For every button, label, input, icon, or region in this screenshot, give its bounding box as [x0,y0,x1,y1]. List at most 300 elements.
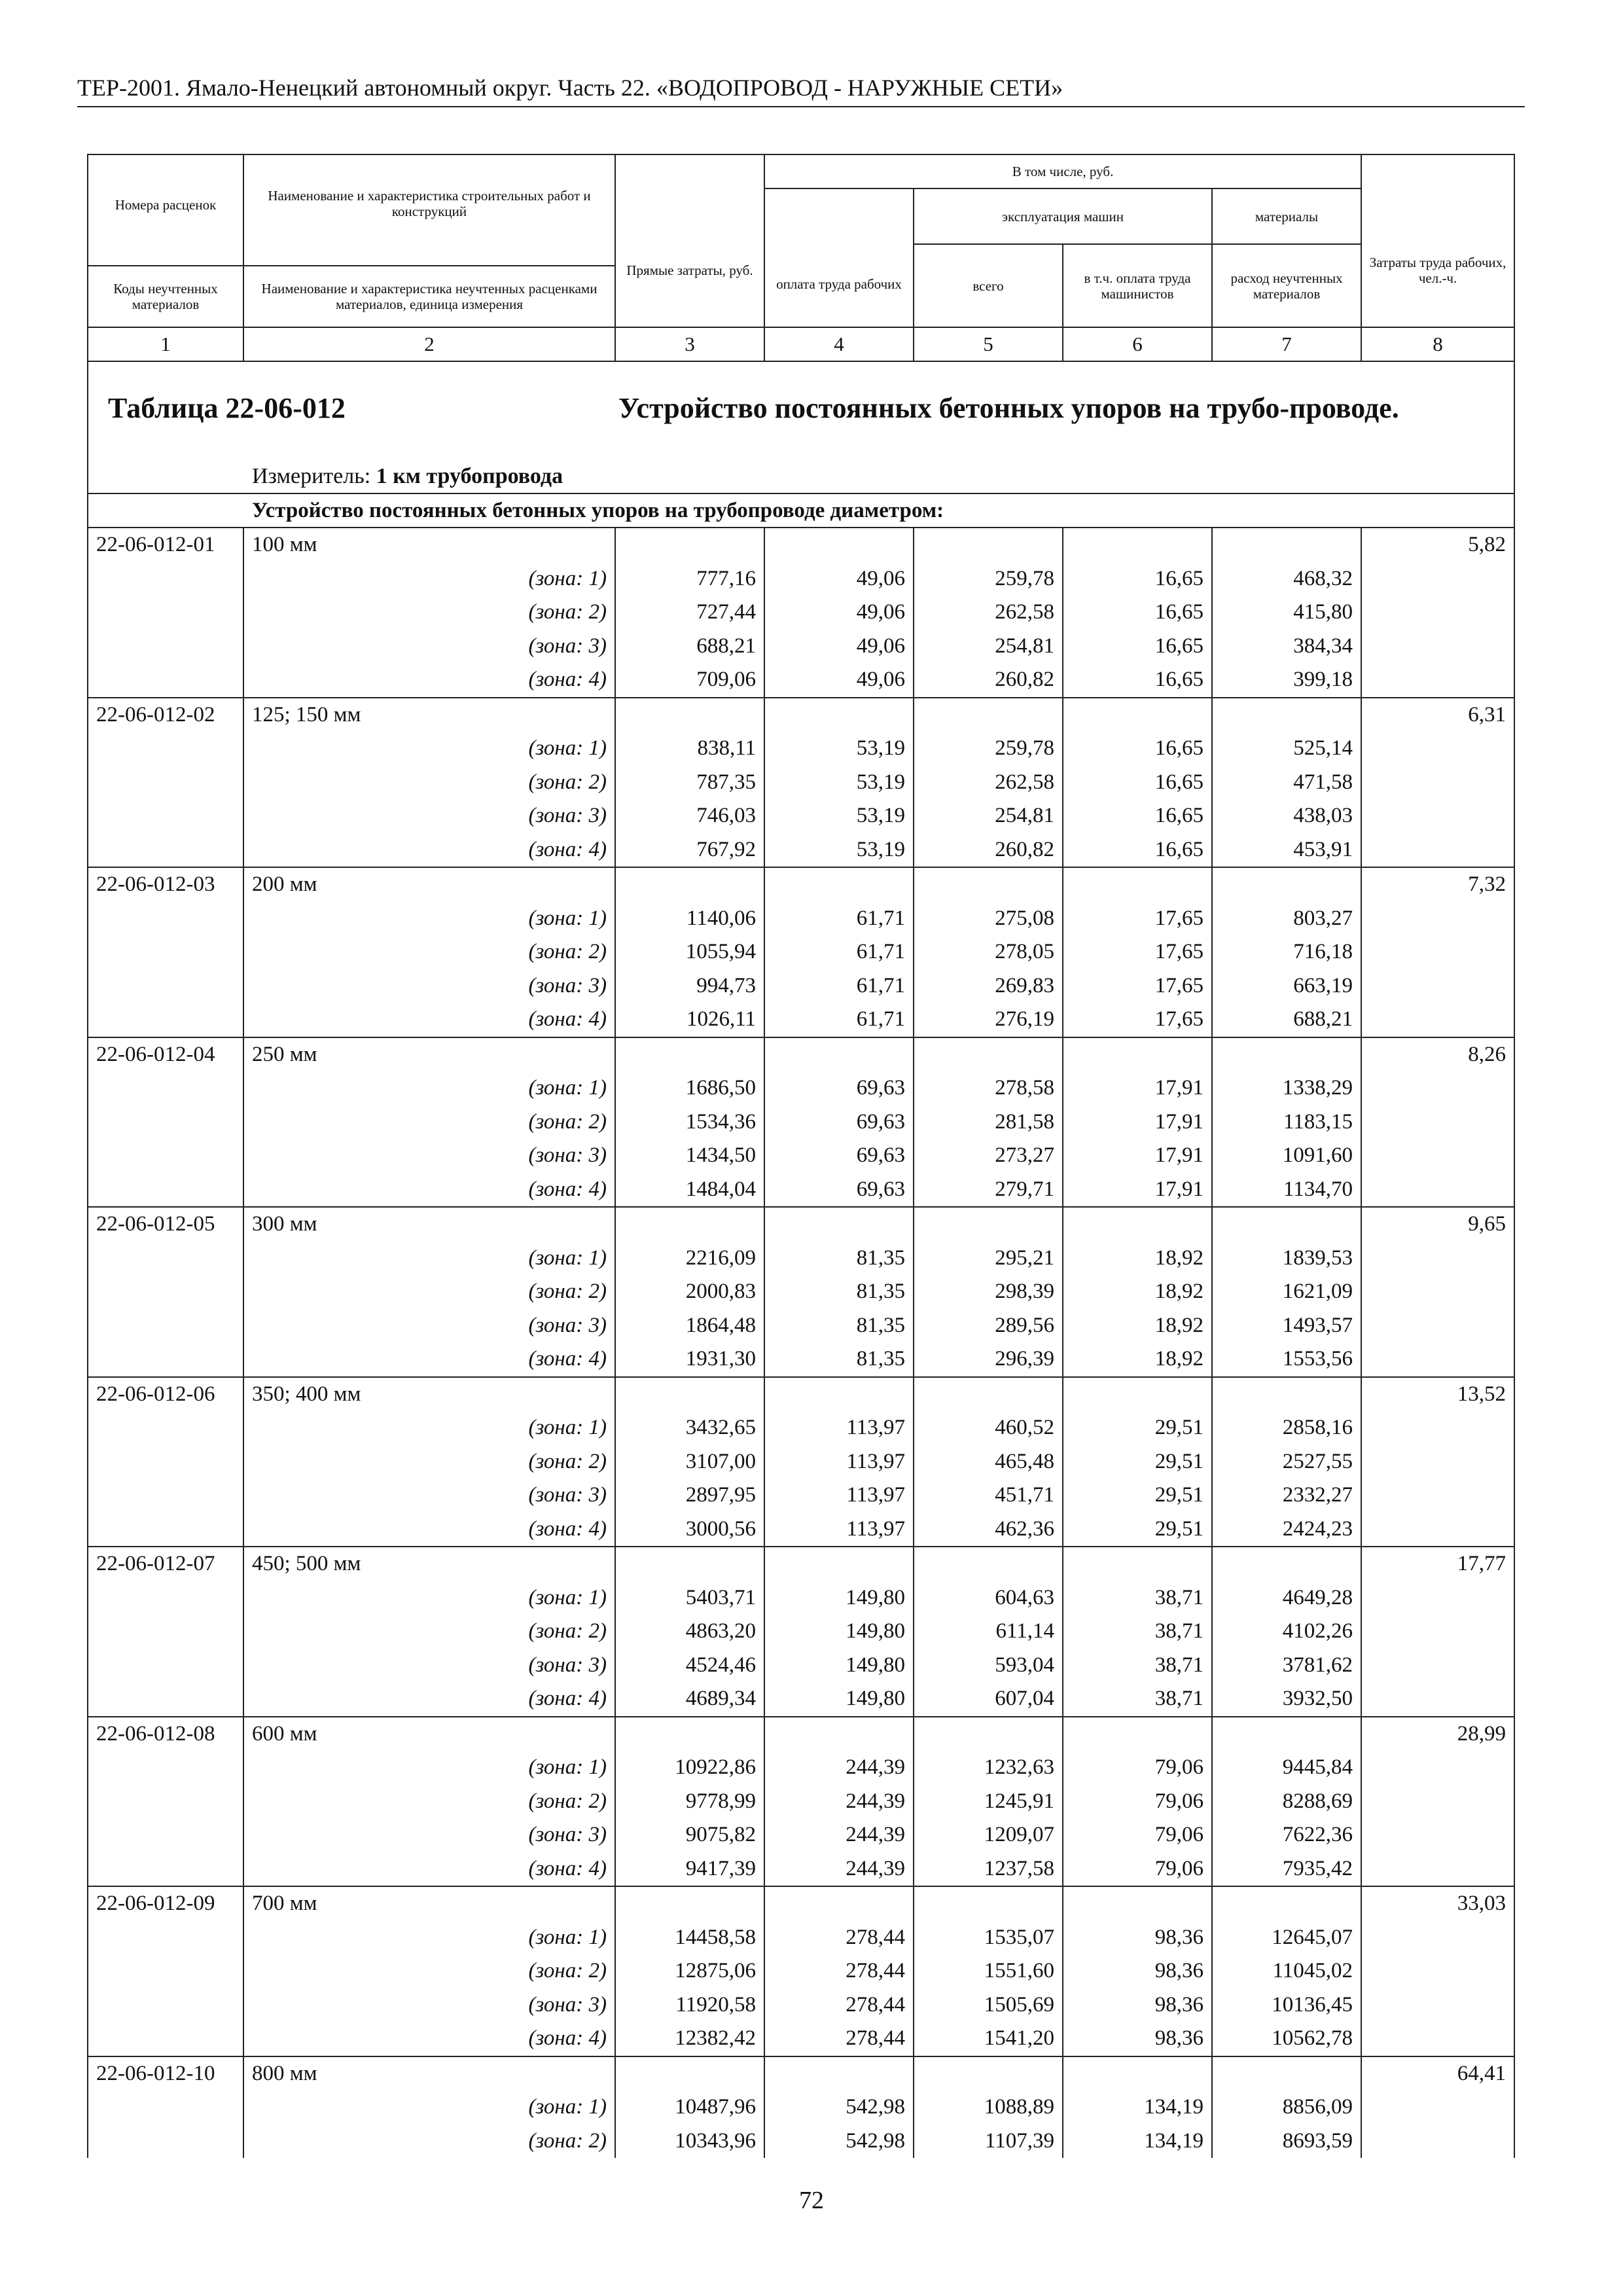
zone-row [88,1581,1514,1615]
cost-mat: 1134,70 [1212,1173,1361,1208]
zone-row [88,1445,1514,1479]
empty-cell [88,1649,243,1683]
empty-cell [1212,1037,1361,1072]
cost-mach: 289,56 [914,1309,1063,1343]
empty-cell [914,1207,1063,1242]
empty-cell [615,1037,764,1072]
col-number: 3 [615,327,764,361]
zone-row [88,1139,1514,1173]
cost-direct: 3432,65 [615,1411,764,1445]
empty-cell [914,1037,1063,1072]
empty-cell [1361,630,1514,664]
cost-direct: 11920,58 [615,1988,764,2022]
empty-cell [88,1785,243,1819]
cost-mach-wages: 79,06 [1063,1852,1212,1887]
empty-cell [1361,1105,1514,1139]
rate-row [88,1037,1514,1072]
cost-mat: 8856,09 [1212,2090,1361,2125]
measure-unit-label: Измеритель: [252,464,371,488]
empty-cell [914,698,1063,732]
cost-direct: 10487,96 [615,2090,764,2125]
empty-cell [1361,1921,1514,1955]
empty-cell [88,1682,243,1717]
cost-direct: 10343,96 [615,2125,764,2159]
cost-mat: 1553,56 [1212,1342,1361,1377]
empty-cell [88,663,243,698]
empty-cell [88,630,243,664]
zone-row [88,1682,1514,1717]
empty-cell [1361,1513,1514,1547]
rate-name: 300 мм [243,1207,615,1242]
cost-wages: 49,06 [764,596,914,630]
cost-mach-wages: 29,51 [1063,1411,1212,1445]
empty-cell [88,1954,243,1988]
empty-cell [914,1547,1063,1581]
cost-wages: 81,35 [764,1242,914,1276]
cost-mat: 525,14 [1212,732,1361,766]
rate-name: 700 мм [243,1886,615,1921]
zone-label: (зона: 2) [243,2125,615,2159]
zone-label: (зона: 1) [243,1242,615,1276]
empty-cell [1212,528,1361,562]
rate-code: 22-06-012-05 [88,1207,243,1242]
cost-mach-wages: 17,65 [1063,1003,1212,1037]
zone-row [88,630,1514,664]
zone-row [88,1105,1514,1139]
cost-mach: 1551,60 [914,1954,1063,1988]
empty-cell [88,1411,243,1445]
empty-cell [88,1003,243,1037]
zone-row [88,1342,1514,1377]
cost-mat: 468,32 [1212,562,1361,596]
zone-label: (зона: 4) [243,1852,615,1887]
rates-table [87,154,1515,2158]
zone-label: (зона: 2) [243,596,615,630]
rate-code: 22-06-012-06 [88,1377,243,1412]
cost-mach: 593,04 [914,1649,1063,1683]
cost-mach: 1535,07 [914,1921,1063,1955]
zone-label: (зона: 3) [243,630,615,664]
zone-row [88,1071,1514,1105]
empty-cell [88,969,243,1003]
empty-cell [1361,663,1514,698]
cost-mat: 415,80 [1212,596,1361,630]
cost-mach: 273,27 [914,1139,1063,1173]
cost-direct: 4689,34 [615,1682,764,1717]
rate-row [88,528,1514,562]
cost-direct: 1140,06 [615,902,764,936]
cost-mat: 10136,45 [1212,1988,1361,2022]
empty-cell [1212,1717,1361,1751]
cost-mach: 611,14 [914,1615,1063,1649]
cost-mat: 438,03 [1212,799,1361,833]
empty-cell [1361,1342,1514,1377]
cost-mach-wages: 79,06 [1063,1751,1212,1785]
rate-name: 200 мм [243,867,615,902]
cost-mach: 278,58 [914,1071,1063,1105]
empty-cell [1063,1717,1212,1751]
cost-wages: 113,97 [764,1479,914,1513]
zone-row [88,1003,1514,1037]
cost-mat: 716,18 [1212,935,1361,969]
cost-direct: 787,35 [615,766,764,800]
cost-mach: 1237,58 [914,1852,1063,1887]
labor-cost: 9,65 [1361,1207,1514,1242]
cost-mach-wages: 18,92 [1063,1242,1212,1276]
empty-cell [1212,2056,1361,2091]
empty-cell [1361,1682,1514,1717]
zone-row [88,1513,1514,1547]
zone-label: (зона: 2) [243,1275,615,1309]
zone-row [88,2090,1514,2125]
cost-mach-wages: 38,71 [1063,1615,1212,1649]
cost-mat: 2858,16 [1212,1411,1361,1445]
zone-row [88,1785,1514,1819]
rate-code: 22-06-012-10 [88,2056,243,2091]
empty-cell [88,732,243,766]
empty-cell [1361,1818,1514,1852]
empty-cell [1361,1581,1514,1615]
cost-wages: 113,97 [764,1411,914,1445]
cost-mach: 262,58 [914,596,1063,630]
rate-name: 450; 500 мм [243,1547,615,1581]
labor-cost: 8,26 [1361,1037,1514,1072]
rate-row [88,1377,1514,1412]
cost-mach: 604,63 [914,1581,1063,1615]
zone-label: (зона: 1) [243,1751,615,1785]
empty-cell [914,528,1063,562]
cost-mat: 11045,02 [1212,1954,1361,1988]
zone-label: (зона: 3) [243,1139,615,1173]
rate-code: 22-06-012-02 [88,698,243,732]
zone-label: (зона: 4) [243,1513,615,1547]
empty-cell [764,1886,914,1921]
empty-cell [1361,1275,1514,1309]
cost-mach-wages: 29,51 [1063,1445,1212,1479]
cost-mach: 260,82 [914,663,1063,698]
empty-cell [88,562,243,596]
empty-cell [1063,1377,1212,1412]
cost-wages: 278,44 [764,1988,914,2022]
cost-mat: 4102,26 [1212,1615,1361,1649]
cost-mat: 8693,59 [1212,2125,1361,2159]
labor-cost: 33,03 [1361,1886,1514,1921]
zone-label: (зона: 2) [243,1445,615,1479]
empty-cell [88,799,243,833]
cost-wages: 244,39 [764,1818,914,1852]
empty-cell [1212,1886,1361,1921]
empty-cell [1361,1649,1514,1683]
empty-cell [615,1377,764,1412]
cost-mat: 399,18 [1212,663,1361,698]
cost-mach: 262,58 [914,766,1063,800]
zone-row [88,1649,1514,1683]
cost-mach-wages: 16,65 [1063,562,1212,596]
empty-cell [88,1173,243,1208]
cost-direct: 9417,39 [615,1852,764,1887]
zone-row [88,663,1514,698]
zone-row [88,1921,1514,1955]
col-header-materials-usage: расход неучтенных материалов [1212,244,1361,327]
empty-cell [88,1071,243,1105]
empty-cell [1361,833,1514,868]
cost-mach-wages: 16,65 [1063,833,1212,868]
empty-cell [1212,698,1361,732]
cost-mach-wages: 38,71 [1063,1649,1212,1683]
empty-cell [1361,1445,1514,1479]
empty-cell [1361,1173,1514,1208]
cost-direct: 1931,30 [615,1342,764,1377]
cost-direct: 727,44 [615,596,764,630]
cost-mach: 1107,39 [914,2125,1063,2159]
empty-cell [88,1988,243,2022]
col-header-wages: оплата труда рабочих [776,276,902,292]
cost-mach-wages: 134,19 [1063,2125,1212,2159]
cost-wages: 278,44 [764,2022,914,2056]
cost-mach: 1541,20 [914,2022,1063,2056]
rate-code: 22-06-012-07 [88,1547,243,1581]
rate-row [88,867,1514,902]
cost-direct: 688,21 [615,630,764,664]
zone-label: (зона: 3) [243,1649,615,1683]
cost-direct: 2000,83 [615,1275,764,1309]
cost-direct: 746,03 [615,799,764,833]
zone-label: (зона: 4) [243,1003,615,1037]
empty-cell [88,1921,243,1955]
cost-mat: 2332,27 [1212,1479,1361,1513]
zone-label: (зона: 3) [243,1818,615,1852]
cost-mach-wages: 16,65 [1063,799,1212,833]
cost-mach-wages: 98,36 [1063,2022,1212,2056]
empty-cell [88,935,243,969]
empty-cell [1361,1242,1514,1276]
cost-mat: 1621,09 [1212,1275,1361,1309]
empty-cell [88,2125,243,2159]
zone-label: (зона: 1) [243,2090,615,2125]
empty-cell [88,1479,243,1513]
col-header-material-codes: Коды неучтенных материалов [88,266,243,327]
empty-cell [88,1852,243,1887]
cost-mat: 8288,69 [1212,1785,1361,1819]
zone-row [88,833,1514,868]
cost-wages: 53,19 [764,799,914,833]
cost-mat: 9445,84 [1212,1751,1361,1785]
rate-name: 350; 400 мм [243,1377,615,1412]
empty-cell [1361,2022,1514,2056]
cost-mach-wages: 16,65 [1063,596,1212,630]
cost-mat: 1493,57 [1212,1309,1361,1343]
empty-cell [88,1309,243,1343]
zone-row [88,732,1514,766]
cost-mat: 3781,62 [1212,1649,1361,1683]
cost-wages: 61,71 [764,969,914,1003]
cost-mat: 453,91 [1212,833,1361,868]
zone-label: (зона: 2) [243,1105,615,1139]
empty-cell [615,2056,764,2091]
empty-cell [1063,1207,1212,1242]
cost-wages: 49,06 [764,630,914,664]
empty-cell [764,867,914,902]
zone-label: (зона: 1) [243,562,615,596]
rate-code: 22-06-012-01 [88,528,243,562]
cost-mat: 2527,55 [1212,1445,1361,1479]
zone-label: (зона: 1) [243,1921,615,1955]
cost-direct: 5403,71 [615,1581,764,1615]
zone-label: (зона: 2) [243,1954,615,1988]
empty-cell [88,2090,243,2125]
cost-direct: 14458,58 [615,1921,764,1955]
cost-mach: 1505,69 [914,1988,1063,2022]
zone-row [88,969,1514,1003]
empty-cell [914,1377,1063,1412]
cost-direct: 3000,56 [615,1513,764,1547]
empty-cell [764,1717,914,1751]
cost-mat: 12645,07 [1212,1921,1361,1955]
col-header-machines: эксплуатация машин [914,188,1212,244]
cost-wages: 149,80 [764,1581,914,1615]
cost-direct: 2216,09 [615,1242,764,1276]
empty-cell [1063,1037,1212,1072]
table-name: Устройство постоянных бетонных упоров на трубо-проводе. [618,392,1399,424]
cost-mach-wages: 17,65 [1063,935,1212,969]
cost-wages: 81,35 [764,1309,914,1343]
empty-cell [88,833,243,868]
cost-mach-wages: 98,36 [1063,1954,1212,1988]
cost-direct: 12382,42 [615,2022,764,2056]
empty-cell [88,1581,243,1615]
empty-cell [1212,1377,1361,1412]
empty-cell [1361,1071,1514,1105]
rate-name: 250 мм [243,1037,615,1072]
cost-wages: 53,19 [764,766,914,800]
empty-cell [1361,1309,1514,1343]
zone-label: (зона: 2) [243,935,615,969]
empty-cell [1063,528,1212,562]
cost-mach: 1088,89 [914,2090,1063,2125]
zone-row [88,766,1514,800]
cost-mat: 471,58 [1212,766,1361,800]
empty-cell [1361,1988,1514,2022]
cost-mach: 1232,63 [914,1751,1063,1785]
empty-cell [1063,867,1212,902]
rate-code: 22-06-012-04 [88,1037,243,1072]
rate-row [88,1547,1514,1581]
cost-direct: 1864,48 [615,1309,764,1343]
empty-cell [88,1342,243,1377]
zone-label: (зона: 1) [243,1411,615,1445]
cost-mat: 10562,78 [1212,2022,1361,2056]
cost-mach-wages: 16,65 [1063,766,1212,800]
empty-cell [88,766,243,800]
cost-mach-wages: 18,92 [1063,1342,1212,1377]
section-subtitle-row [88,493,1514,528]
cost-direct: 1686,50 [615,1071,764,1105]
cost-direct: 4524,46 [615,1649,764,1683]
zone-row [88,935,1514,969]
empty-cell [764,698,914,732]
cost-wages: 69,63 [764,1139,914,1173]
rate-row [88,1886,1514,1921]
cost-mach: 462,36 [914,1513,1063,1547]
cost-wages: 81,35 [764,1275,914,1309]
cost-wages: 49,06 [764,663,914,698]
empty-cell [88,1818,243,1852]
zone-row [88,1275,1514,1309]
zone-row [88,799,1514,833]
empty-cell [1212,1547,1361,1581]
cost-wages: 61,71 [764,1003,914,1037]
cost-mach: 281,58 [914,1105,1063,1139]
col-number: 5 [914,327,1063,361]
cost-mach-wages: 17,91 [1063,1173,1212,1208]
labor-cost: 17,77 [1361,1547,1514,1581]
cost-wages: 278,44 [764,1921,914,1955]
empty-cell [88,1751,243,1785]
cost-mat: 1091,60 [1212,1139,1361,1173]
cost-mach: 279,71 [914,1173,1063,1208]
zone-row [88,562,1514,596]
rate-code: 22-06-012-08 [88,1717,243,1751]
zone-row [88,1479,1514,1513]
cost-mat: 688,21 [1212,1003,1361,1037]
cost-mach-wages: 38,71 [1063,1581,1212,1615]
zone-label: (зона: 2) [243,1785,615,1819]
empty-cell [615,528,764,562]
zone-row [88,1309,1514,1343]
zone-label: (зона: 3) [243,1479,615,1513]
cost-direct: 1434,50 [615,1139,764,1173]
zone-row [88,1818,1514,1852]
labor-cost: 7,32 [1361,867,1514,902]
zone-row [88,1411,1514,1445]
cost-direct: 1484,04 [615,1173,764,1208]
empty-cell [88,1105,243,1139]
empty-cell [1063,2056,1212,2091]
zone-label: (зона: 4) [243,1682,615,1717]
cost-mach: 254,81 [914,799,1063,833]
cost-wages: 81,35 [764,1342,914,1377]
col-header-direct-costs: Прямые затраты, руб. [626,262,753,278]
cost-mach-wages: 79,06 [1063,1785,1212,1819]
zone-label: (зона: 4) [243,1342,615,1377]
col-header-machinist-wages: в т.ч. оплата труда машинистов [1063,244,1212,327]
zone-label: (зона: 4) [243,663,615,698]
rate-name: 125; 150 мм [243,698,615,732]
section-subtitle: Устройство постоянных бетонных упоров на трубопроводе диаметром: [88,493,1514,528]
cost-wages: 149,80 [764,1649,914,1683]
cost-wages: 278,44 [764,1954,914,1988]
cost-mat: 1338,29 [1212,1071,1361,1105]
cost-wages: 49,06 [764,562,914,596]
cost-direct: 10922,86 [615,1751,764,1785]
cost-mach-wages: 98,36 [1063,1921,1212,1955]
rate-row [88,1717,1514,1751]
cost-direct: 9075,82 [615,1818,764,1852]
cost-direct: 777,16 [615,562,764,596]
empty-cell [764,2056,914,2091]
cost-mach: 1209,07 [914,1818,1063,1852]
cost-wages: 542,98 [764,2090,914,2125]
cost-wages: 53,19 [764,833,914,868]
table-title-row [88,361,1514,493]
col-header-labor: Затраты труда рабочих, чел.-ч. [1369,255,1507,286]
col-number: 6 [1063,327,1212,361]
col-number: 7 [1212,327,1361,361]
measure-unit [252,464,563,489]
cost-mach: 259,78 [914,732,1063,766]
cost-direct: 709,06 [615,663,764,698]
cost-direct: 3107,00 [615,1445,764,1479]
